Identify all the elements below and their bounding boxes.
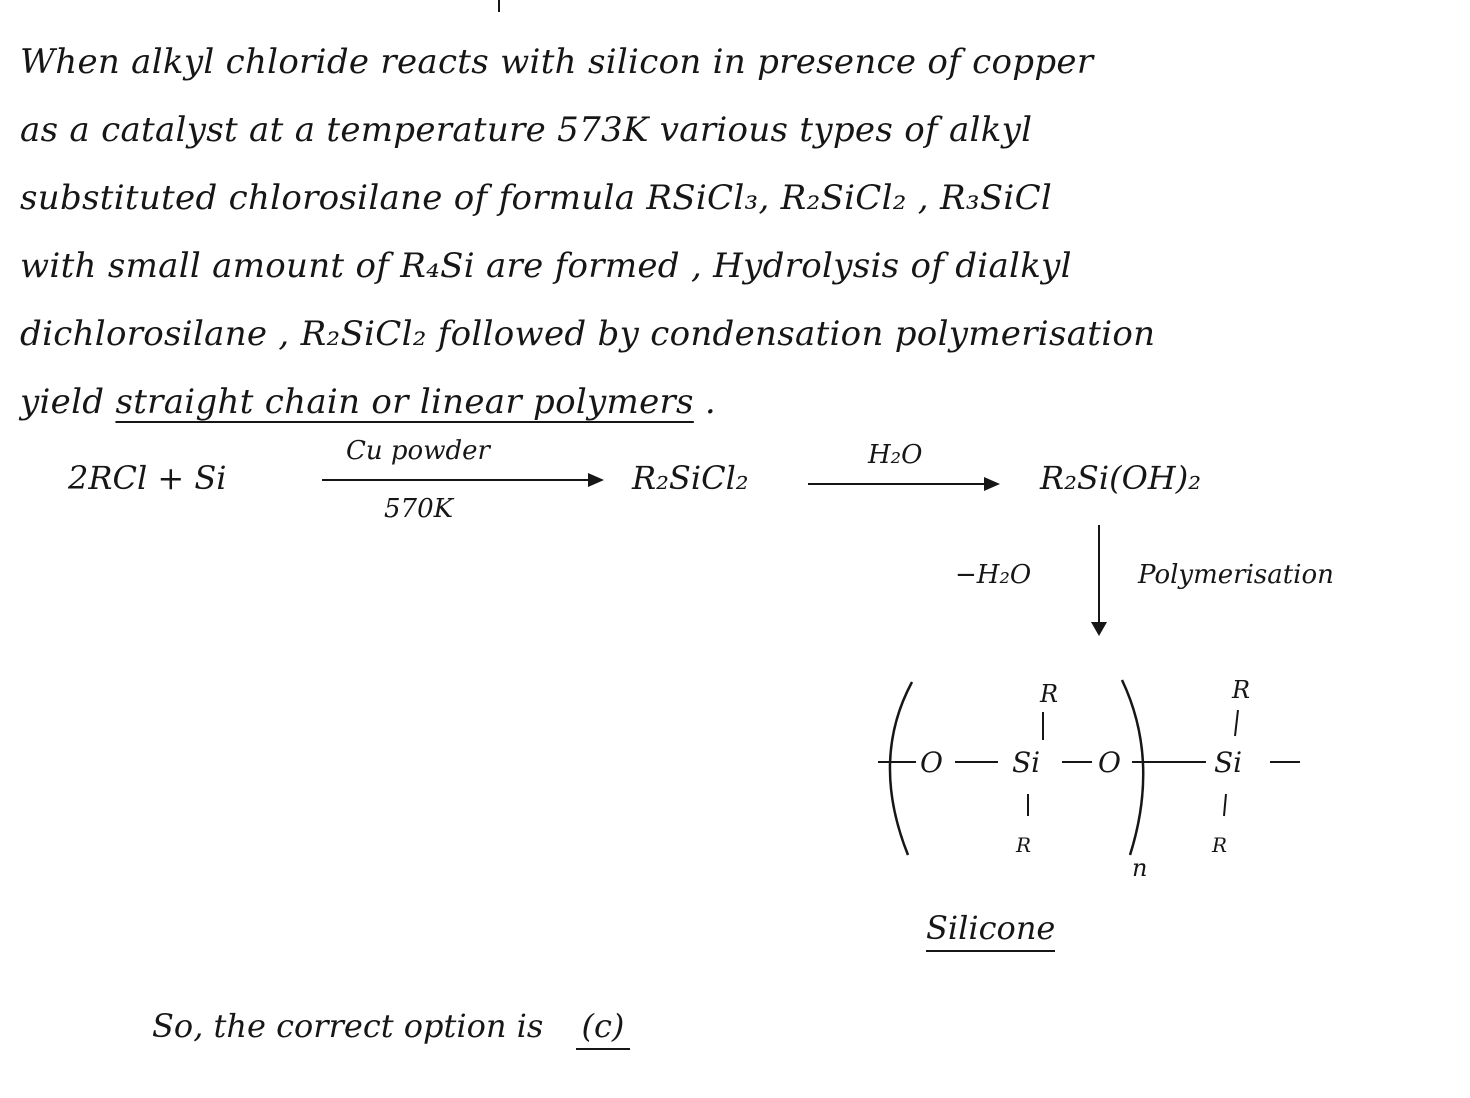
r-group-top-1: R	[1040, 680, 1059, 708]
catalyst-label: Cu powder	[346, 436, 490, 466]
si-r-bond-bottom-2	[1224, 794, 1226, 816]
reaction-arrow-2-head	[984, 477, 1000, 491]
explanation-paragraph	[20, 28, 1450, 436]
silicon-atom-2: Si	[1214, 746, 1243, 779]
paragraph-line-6-end: .	[704, 382, 717, 422]
intermediate-product: R₂SiCl₂	[632, 459, 749, 497]
silicone-structure	[860, 670, 1320, 890]
reaction-arrow-2-shaft	[808, 483, 988, 485]
left-parenthesis	[890, 682, 912, 855]
paragraph-line-4: with small amount of R₄Si are formed , Hydrolysis of dialkyl	[20, 246, 1072, 286]
repeat-count: n	[1132, 854, 1148, 882]
paragraph-line-2: as a catalyst at a temperature 573K various types of alkyl	[20, 110, 1033, 150]
reaction-arrow-1-head	[588, 473, 604, 487]
si-r-bond-top-2	[1235, 710, 1238, 736]
answer-line	[152, 1007, 630, 1050]
right-parenthesis	[1122, 680, 1143, 855]
top-edge-mark	[498, 0, 500, 12]
paragraph-line-6-start: yield	[20, 382, 105, 422]
r-group-top-2: R	[1232, 676, 1251, 704]
silicon-atom-1: Si	[1012, 746, 1041, 779]
r-group-bottom-1: R	[1016, 833, 1032, 857]
silanediol-product: R₂Si(OH)₂	[1040, 459, 1202, 497]
water-label: H₂O	[868, 440, 923, 470]
r-group-bottom-2: R	[1212, 833, 1228, 857]
oxygen-atom-1: O	[920, 746, 943, 779]
reactants: 2RCl + Si	[68, 459, 227, 497]
answer-prefix: So, the correct option is	[152, 1007, 544, 1045]
down-arrow-shaft	[1098, 525, 1100, 625]
water-loss-label: −H₂O	[955, 560, 1032, 590]
oxygen-atom-2: O	[1098, 746, 1121, 779]
reaction-arrow-1-shaft	[322, 479, 592, 481]
paragraph-line-1: When alkyl chloride reacts with silicon in presence of copper	[20, 42, 1094, 82]
paragraph-line-3: substituted chlorosilane of formula RSiCl₃, R₂SiCl₂ , R₃SiCl	[20, 178, 1053, 218]
polymerisation-label: Polymerisation	[1138, 560, 1334, 590]
product-name: Silicone	[926, 912, 1055, 952]
paragraph-line-5: dichlorosilane , R₂SiCl₂ followed by condensation polymerisation	[20, 314, 1156, 354]
answer-option: (c)	[576, 1010, 631, 1050]
temperature-label: 570K	[384, 494, 454, 524]
paragraph-line-6	[20, 368, 1450, 436]
underlined-phrase: straight chain or linear polymers	[115, 382, 694, 422]
down-arrow-head	[1091, 622, 1107, 636]
